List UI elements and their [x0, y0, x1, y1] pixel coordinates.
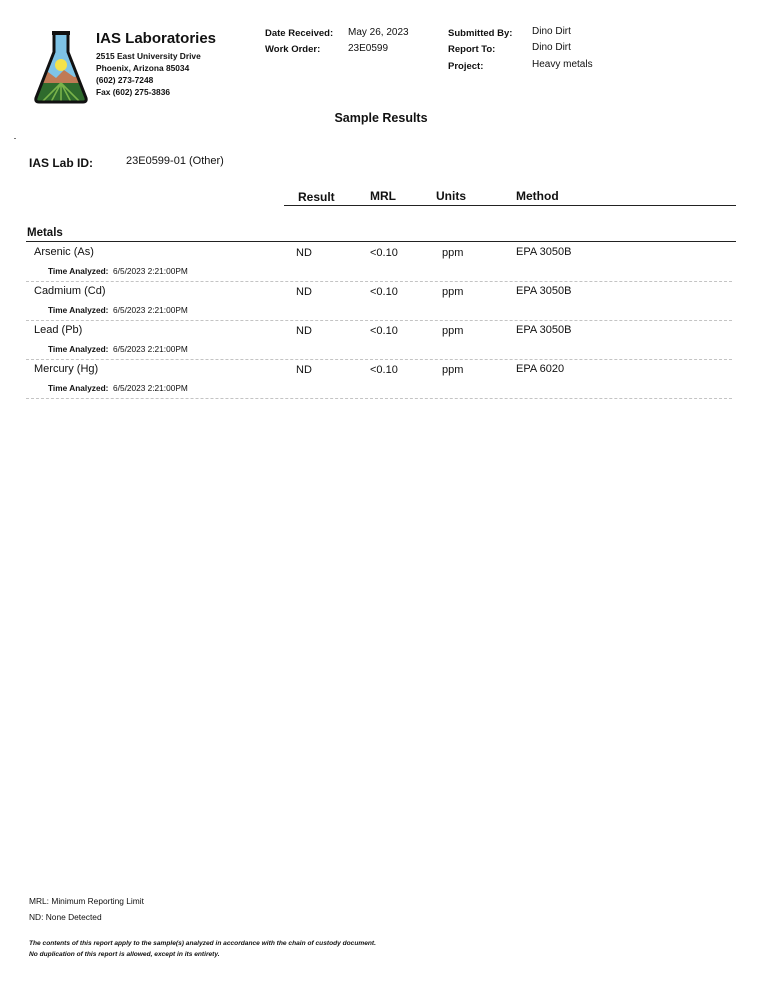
column-header-units: Units	[436, 189, 466, 203]
table-row	[0, 363, 768, 402]
mrl-value: <0.10	[370, 286, 398, 298]
scan-mark	[14, 138, 16, 139]
submitted-by-value: Dino Dirt	[532, 26, 571, 37]
analyte-name: Arsenic (As)	[34, 246, 94, 258]
time-analyzed	[48, 305, 188, 315]
column-header-mrl: MRL	[370, 189, 396, 203]
nd-footnote: ND: None Detected	[29, 912, 102, 922]
row-separator	[26, 320, 732, 321]
lab-flask-logo-icon	[34, 30, 88, 104]
time-analyzed-value: 6/5/2023 2:21:00PM	[113, 305, 188, 315]
analyte-name: Lead (Pb)	[34, 324, 83, 336]
date-received-value: May 26, 2023	[348, 27, 409, 38]
work-order-value: 23E0599	[348, 43, 389, 54]
lab-phone: (602) 273-7248	[96, 75, 154, 85]
result-value: ND	[296, 286, 312, 298]
time-analyzed-label: Time Analyzed:	[48, 383, 109, 393]
report-to-value: Dino Dirt	[532, 42, 571, 53]
submitted-by-label: Submitted By:	[448, 28, 513, 39]
lab-address: 2515 East University Drive	[96, 51, 201, 61]
column-header-method: Method	[516, 189, 559, 203]
units-value: ppm	[442, 364, 464, 376]
table-row	[0, 246, 768, 285]
time-analyzed	[48, 383, 188, 393]
header-rule	[284, 205, 736, 206]
project-label: Project:	[448, 61, 484, 72]
section-rule	[26, 241, 736, 242]
method-value: EPA 3050B	[516, 285, 572, 297]
analyte-name: Mercury (Hg)	[34, 363, 99, 375]
time-analyzed	[48, 266, 188, 276]
project-value: Heavy metals	[532, 59, 593, 70]
analyte-name: Cadmium (Cd)	[34, 285, 106, 297]
column-header-result: Result	[298, 190, 335, 204]
lab-fax: Fax (602) 275-3836	[96, 87, 171, 97]
date-received-label: Date Received:	[265, 28, 334, 39]
disclaimer-line-2: No duplication of this report is allowed, except in its entirety.	[29, 951, 220, 958]
lab-id-label: IAS Lab ID:	[29, 156, 94, 170]
time-analyzed-value: 6/5/2023 2:21:00PM	[113, 266, 188, 276]
row-separator	[26, 359, 732, 360]
disclaimer-line-1: The contents of this report apply to the sample(s) analyzed in accordance with the chain of custody document.	[29, 940, 376, 947]
report-to-label: Report To:	[448, 44, 496, 55]
lab-id-value: 23E0599-01 (Other)	[126, 155, 224, 167]
mrl-value: <0.10	[370, 364, 398, 376]
lab-city: Phoenix, Arizona 85034	[96, 63, 190, 73]
result-value: ND	[296, 247, 312, 259]
table-row	[0, 324, 768, 363]
work-order-label: Work Order:	[265, 44, 321, 55]
time-analyzed-value: 6/5/2023 2:21:00PM	[113, 383, 188, 393]
method-value: EPA 3050B	[516, 324, 572, 336]
time-analyzed	[48, 344, 188, 354]
method-value: EPA 3050B	[516, 246, 572, 258]
table-row	[0, 285, 768, 324]
units-value: ppm	[442, 286, 464, 298]
result-value: ND	[296, 364, 312, 376]
row-separator	[26, 281, 732, 282]
units-value: ppm	[442, 325, 464, 337]
mrl-footnote: MRL: Minimum Reporting Limit	[29, 896, 144, 906]
row-separator	[26, 398, 732, 399]
section-heading-metals: Metals	[27, 227, 63, 239]
units-value: ppm	[442, 247, 464, 259]
lab-name: IAS Laboratories	[96, 30, 217, 47]
report-title: Sample Results	[334, 111, 428, 125]
result-value: ND	[296, 325, 312, 337]
time-analyzed-label: Time Analyzed:	[48, 305, 109, 315]
mrl-value: <0.10	[370, 325, 398, 337]
method-value: EPA 6020	[516, 363, 565, 375]
time-analyzed-label: Time Analyzed:	[48, 344, 109, 354]
time-analyzed-value: 6/5/2023 2:21:00PM	[113, 344, 188, 354]
mrl-value: <0.10	[370, 247, 398, 259]
time-analyzed-label: Time Analyzed:	[48, 266, 109, 276]
